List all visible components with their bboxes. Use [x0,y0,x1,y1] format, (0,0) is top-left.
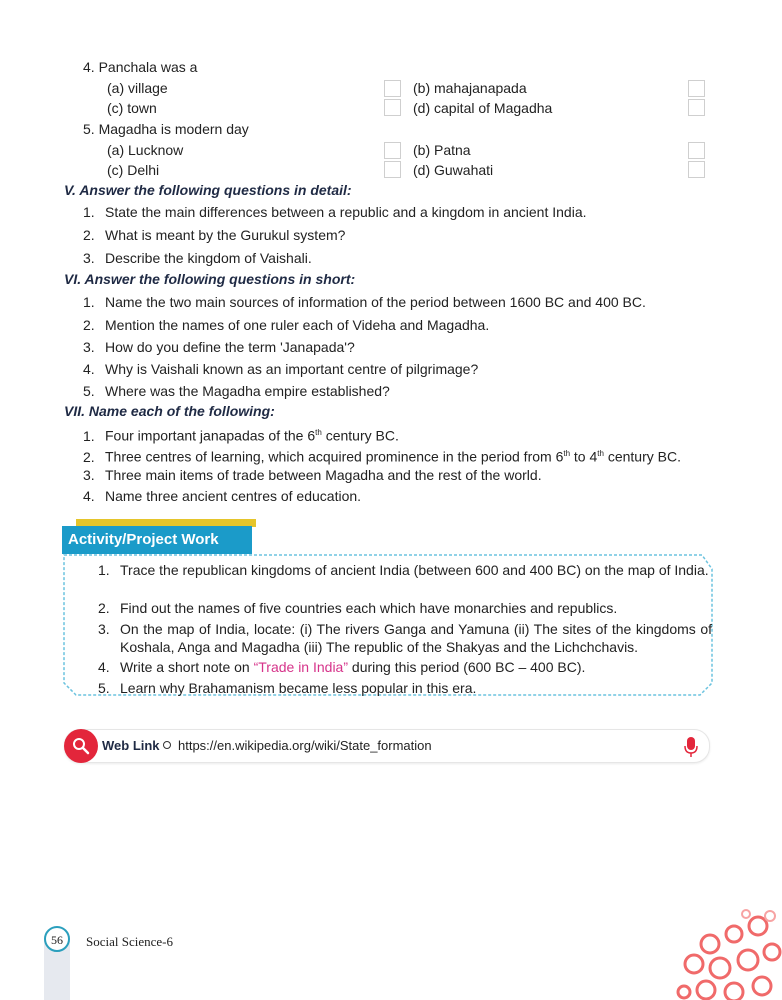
list-item: 2. Mention the names of one ruler each of Videha and Magadha. [83,317,490,333]
q5-checkbox-b[interactable] [688,142,705,159]
section-6-heading: VI. Answer the following questions in short: [64,271,356,287]
q4-checkbox-a[interactable] [384,80,401,97]
link-bullet-icon [163,741,171,749]
web-link-label: Web Link [102,738,160,753]
q5-option-d: (d) Guwahati [413,162,494,178]
q4-checkbox-c[interactable] [384,99,401,116]
q4-checkbox-d[interactable] [688,99,705,116]
q5-option-b: (b) Patna [413,142,471,158]
q5-checkbox-d[interactable] [688,161,705,178]
section-5-heading: V. Answer the following questions in detail: [64,182,352,198]
book-title: Social Science-6 [86,934,173,949]
list-item: 2. Three centres of learning, which acquired prominence in the period from 6th to 4th century BC. [83,448,681,465]
page-number: 56 [44,926,70,952]
q4-option-d: (d) capital of Magadha [413,100,553,116]
q4-checkbox-b[interactable] [688,80,705,97]
section-7-heading: VII. Name each of the following: [64,403,275,419]
q4-option-c: (c) town [107,100,157,116]
list-item: 1. Name the two main sources of information of the period between 1600 BC and 400 BC. [83,294,646,310]
question-4-text: 4. Panchala was a [83,59,198,75]
list-item: 1. Four important janapadas of the 6th century BC. [83,427,399,444]
decorative-rings-icon [672,908,782,1000]
trade-in-india-highlight: “Trade in India” [253,659,349,675]
search-icon[interactable] [64,729,98,763]
list-item: 3. Describe the kingdom of Vaishali. [83,250,312,266]
list-item: 3. How do you define the term 'Janapada'? [83,339,355,355]
list-item: 2. What is meant by the Gurukul system? [83,227,346,243]
microphone-icon[interactable] [684,735,698,764]
list-item: 5. Where was the Magadha empire established? [83,383,390,399]
q4-option-b: (b) mahajanapada [413,80,527,96]
list-item: 1. State the main differences between a republic and a kingdom in ancient India. [83,204,587,220]
q4-option-a: (a) village [107,80,168,96]
q5-checkbox-c[interactable] [384,161,401,178]
list-item: 3. Three main items of trade between Magadha and the rest of the world. [83,467,542,483]
list-item: 4. Why is Vaishali known as an important centre of pilgrimage? [83,361,479,377]
web-link-url[interactable]: https://en.wikipedia.org/wiki/State_formation [178,738,432,753]
q5-checkbox-a[interactable] [384,142,401,159]
question-5-text: 5. Magadha is modern day [83,121,249,137]
activity-title: Activity/Project Work [62,526,252,554]
list-item: 4. Name three ancient centres of education. [83,488,362,504]
q5-option-a: (a) Lucknow [107,142,184,158]
q5-option-c: (c) Delhi [107,162,160,178]
